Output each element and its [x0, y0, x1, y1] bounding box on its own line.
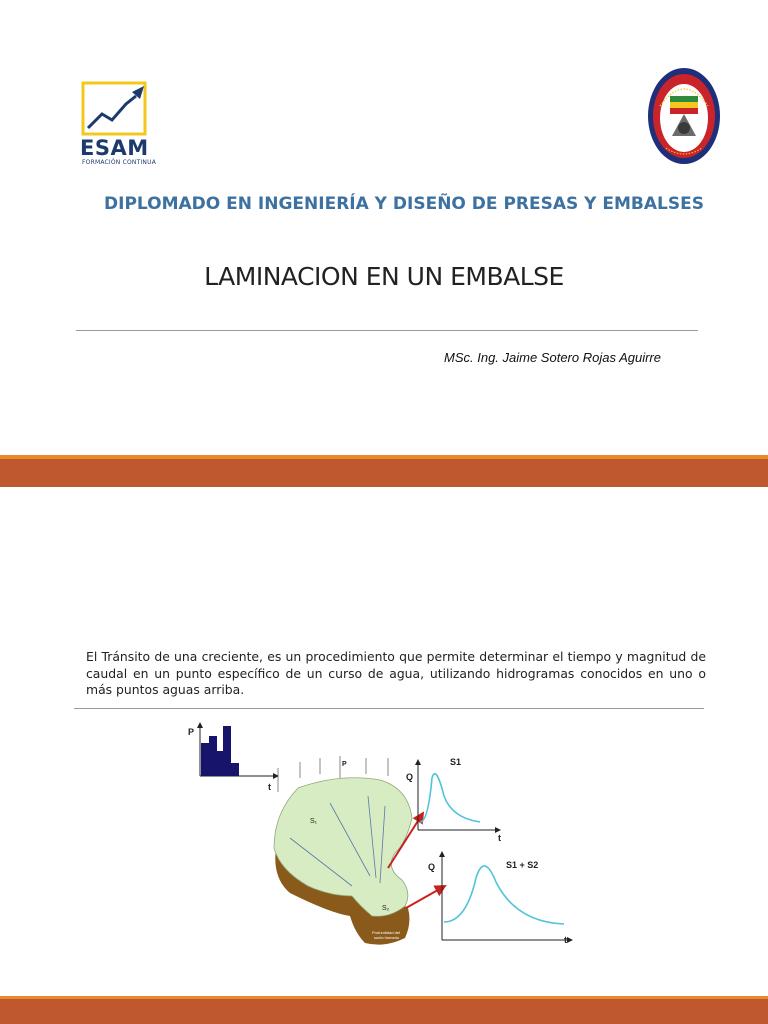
soil-label-1: Profundidad del	[372, 930, 401, 935]
hyetograph-x-label: t	[268, 782, 271, 792]
hyetograph	[188, 723, 278, 792]
esam-logo-subtitle: FORMACIÓN CONTINUA	[82, 159, 157, 166]
hyetograph-bar	[217, 751, 223, 776]
hyetograph-bar	[231, 763, 239, 776]
title-divider	[76, 330, 698, 331]
sub-basin-2-label: S₂	[382, 905, 390, 912]
author-line: MSc. Ing. Jaime Sotero Rojas Aguirre	[444, 350, 661, 365]
section-band-bottom	[0, 999, 768, 1024]
hydrograph-s1	[406, 757, 501, 843]
rain-label: P	[342, 761, 347, 768]
sub-basin-1-label: S₁	[310, 818, 318, 825]
hyetograph-bar	[209, 736, 217, 776]
hydrograph-s1-y-label: Q	[406, 772, 414, 782]
hyetograph-bar	[201, 743, 209, 776]
slide-title: LAMINACION EN UN EMBALSE	[204, 262, 564, 291]
hydrograph-s1-s2	[428, 852, 572, 945]
program-heading: DIPLOMADO EN INGENIERÍA Y DISEÑO DE PRESAS Y EMBALSES	[104, 194, 704, 214]
soil-label-2: suelo húmedo	[374, 935, 400, 940]
section-band-top	[0, 459, 768, 487]
hydrograph-s1-x-label: t	[498, 833, 501, 843]
hyetograph-bar	[223, 726, 231, 776]
intro-paragraph: El Tránsito de una creciente, es un procedimiento que permite determinar el tiempo y magnitud de caudal en un punto específico de un curso de agua, utilizando hidrogramas conocidos en uno o más puntos aguas arriba.	[86, 649, 706, 697]
paragraph-divider	[74, 708, 704, 709]
hydrograph-s1-title: S1	[450, 757, 462, 767]
hydrograph-s1-s2-x-label: t	[564, 935, 567, 945]
esam-logo-text: ESAM	[80, 136, 149, 160]
hydrograph-s1-s2-y-label: Q	[428, 862, 436, 872]
outflow-arrow-2	[406, 886, 445, 908]
basin-routing-diagram	[180, 718, 590, 958]
basin-surface	[274, 778, 412, 917]
hyetograph-y-label: P	[188, 727, 195, 737]
hydrograph-s1-s2-title: S1 + S2	[506, 860, 539, 870]
university-seal	[646, 66, 722, 166]
